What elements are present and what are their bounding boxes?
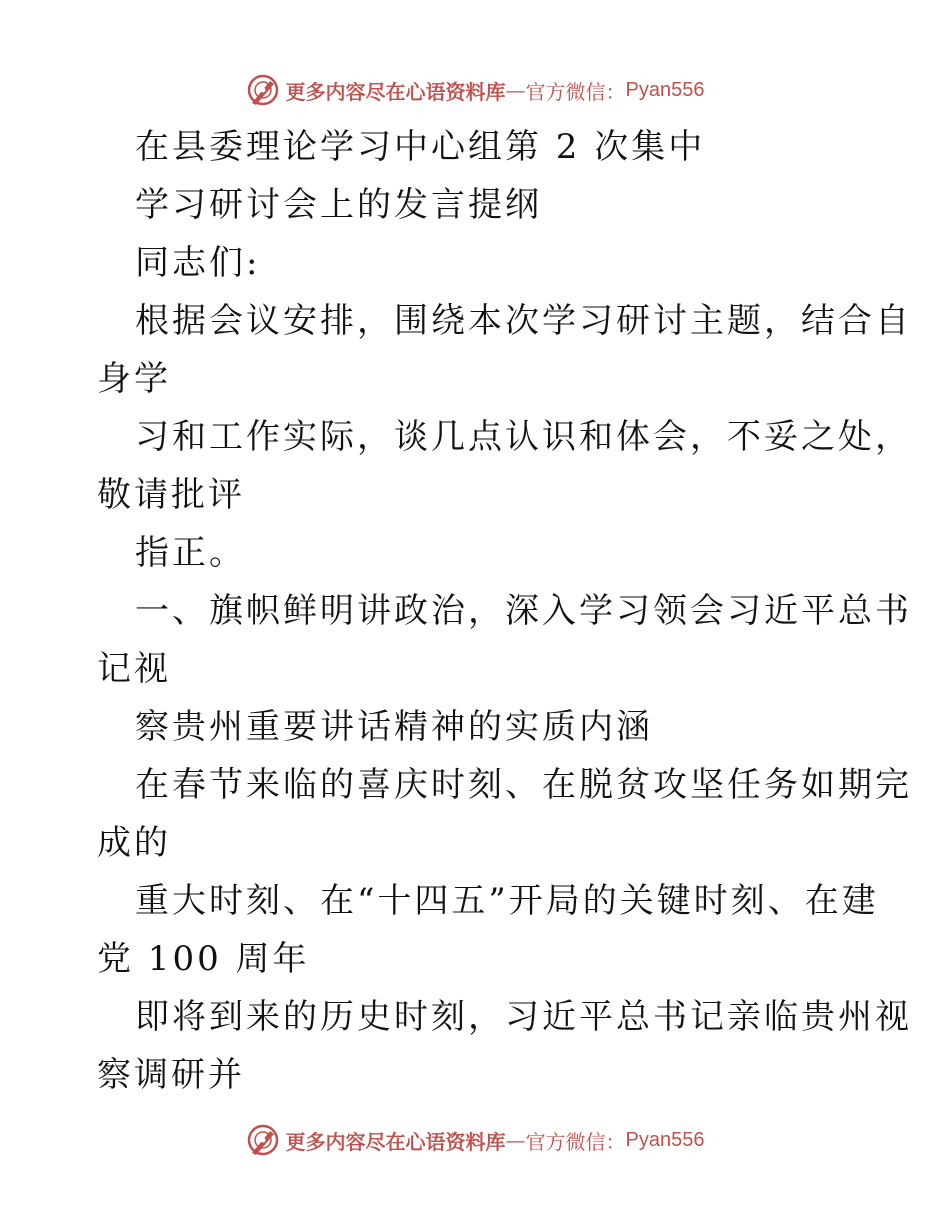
watermark-separator: — [505, 1128, 526, 1152]
watermark-id: Pyan556 [625, 1128, 705, 1151]
section-heading-line: 一、旗帜鲜明讲政治，深入学习领会习近平总书 [135, 591, 912, 631]
watermark-id: Pyan556 [625, 78, 705, 101]
watermark-sub-text: 官方微信： [525, 79, 626, 104]
footer-watermark [0, 1120, 950, 1160]
watermark-main-text: 更多内容尽在心语资料库 [285, 1129, 506, 1154]
section-heading-line: 察贵州重要讲话精神的实质内涵 [135, 707, 653, 747]
title-line-2: 学习研讨会上的发言提纲 [135, 185, 542, 225]
section-heading-line: 记视 [97, 649, 171, 689]
paragraph-line: 身学 [97, 359, 171, 399]
paragraph-line: 察调研并 [97, 1055, 245, 1095]
document-body [97, 118, 912, 1104]
paragraph-line: 党 100 周年 [97, 939, 310, 979]
pen-logo-icon [246, 1123, 280, 1157]
header-watermark [0, 70, 950, 110]
watermark-sub-text: 官方微信： [525, 1129, 626, 1154]
paragraph-line: 在春节来临的喜庆时刻、在脱贫攻坚任务如期完 [135, 765, 912, 805]
watermark-separator: — [505, 78, 526, 102]
paragraph-line: 成的 [97, 823, 171, 863]
paragraph-line: 即将到来的历史时刻，习近平总书记亲临贵州视 [135, 997, 912, 1037]
watermark-main-text: 更多内容尽在心语资料库 [285, 79, 506, 104]
paragraph-line: 指正。 [135, 533, 246, 573]
pen-logo-icon [246, 73, 280, 107]
paragraph-line: 习和工作实际，谈几点认识和体会，不妥之处， [135, 417, 912, 457]
salutation: 同志们: [135, 243, 261, 283]
paragraph-line: 重大时刻、在“十四五”开局的关键时刻、在建 [135, 881, 879, 921]
paragraph-line: 敬请批评 [97, 475, 245, 515]
paragraph-line: 根据会议安排，围绕本次学习研讨主题，结合自 [135, 301, 912, 341]
title-line-1: 在县委理论学习中心组第 2 次集中 [135, 127, 706, 167]
